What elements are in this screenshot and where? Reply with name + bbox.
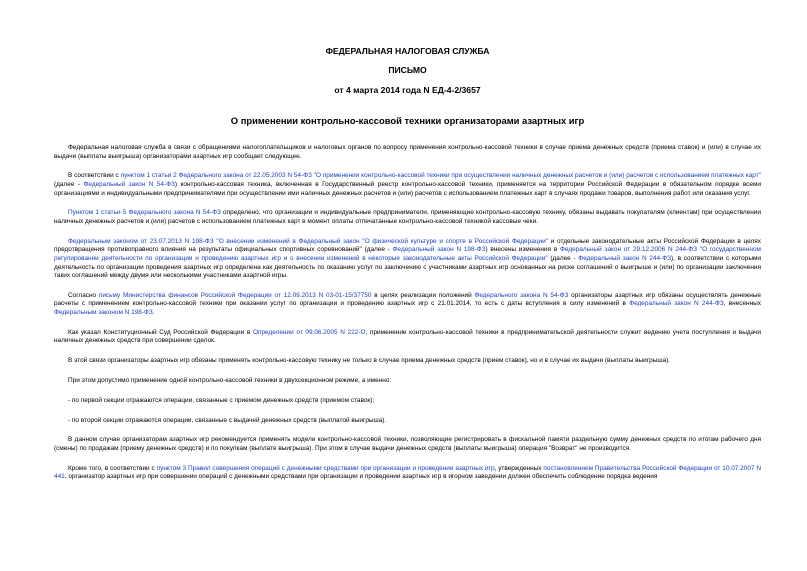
- document-subject: О применении контрольно-кассовой техники организаторами азартных игр: [230, 115, 585, 126]
- law-link-244fz[interactable]: Федеральный закон от 29.12.2006 N 244-ФЗ "О государственном регулировании деятельности по организации и проведению азартных игр и о внесении изменений в некоторые законодательные акты Российской Федерации": [54, 246, 761, 262]
- law-link-54fz[interactable]: Федеральный закон N 54-ФЗ: [83, 180, 175, 188]
- paragraph-4: Федеральным законом от 23.07.2013 N 198-ФЗ "О внесении изменений в Федеральный закон "О физической культуре и спорте в Российской Федерации" и отдельные законодательные акты Российской Федерации в целях предотвращения противоправного влияния на результаты официальных спортивных соревнований" (далее - Федеральный закон N 198-ФЗ) внесены изменения в Федеральный закон от 29.12.2006 N 244-ФЗ "О государственном регулировании деятельности по организации и проведению азартных игр и о внесении изменений в некоторые законодательные акты Российской Федерации" (далее - Федеральный закон N 244-ФЗ), в соответствии с которыми деятельность по организации проведения азартных игр определена как деятельность по оказанию услуг по заключению с участниками азартных игр основанных на риске соглашений о выигрыше и (или) по организации заключения таких соглашений между двумя или несколькими участниками азартной игры.: [54, 237, 761, 280]
- paragraph-3: Пунктом 1 статьи 5 Федерального закона N 54-ФЗ определено, что организации и индивидуальные предприниматели, применяющие контрольно-кассовую технику, обязаны выдавать покупателям (клиентам) при осуществлении наличных денежных расчетов и (или) расчетов с использованием платежных карт в момент оплаты отпечатанные контрольно-кассовой техникой кассовые чеки.: [54, 209, 761, 225]
- document-body: [54, 144, 761, 482]
- paragraph-8: При этом допустимо применение одной контрольно-кассовой техники в двухсекционном режиме, а именно:: [68, 377, 392, 384]
- document-type: ПИСЬМО: [388, 65, 427, 75]
- law-link-198fz-2[interactable]: Федеральным законом N 198-ФЗ: [54, 309, 153, 317]
- paragraph-11: В данном случае организаторам азартных игр рекомендуется применять модели контрольно-кассовой техники, позволяющие регистрировать в фискальной памяти раздельную сумму денежных средств по итогам рабочего дня (смены) по продажам (приему денежных средств) и по покупкам (выплате выигрыша). При этом в случае выдачи денежных средств (выплаты выигрыша) операция "Возврат" не производится.: [54, 436, 761, 452]
- issuer-title: ФЕДЕРАЛЬНАЯ НАЛОГОВАЯ СЛУЖБА: [325, 46, 490, 56]
- law-link-198fz[interactable]: Федеральным законом от 23.07.2013 N 198-ФЗ "О внесении изменений в Федеральный закон "О физической культуре и спорте в Российской Федерации": [68, 237, 548, 245]
- law-link-54fz-2[interactable]: Федерального закона N 54-ФЗ: [474, 291, 569, 299]
- law-link-198fz-short[interactable]: Федеральный закон N 198-ФЗ: [392, 246, 486, 254]
- paragraph-5: Согласно письму Министерства финансов Российской Федерации от 12.09.2013 N 03-01-15/37750 в целях реализации положений Федерального закона N 54-ФЗ организаторы азартных игр обязаны осуществлять денежные расчеты с применением контрольно-кассовой техники при оказании услуг по организации и проведению азартных игр с 21.01.2014, то есть с даты вступления в силу изменений в Федеральный закон N 244-ФЗ, внесенных Федеральным законом N 198-ФЗ.: [54, 291, 761, 317]
- law-link-244fz-2[interactable]: Федеральный закон N 244-ФЗ: [629, 300, 724, 308]
- paragraph-9: - по первой секции отражаются операции, связанные с приемом денежных средств (приемом ставок);: [68, 396, 375, 404]
- law-link-54fz-art5[interactable]: Пунктом 1 статьи 5 Федерального закона N 54-ФЗ: [68, 209, 221, 217]
- link-government-resolution[interactable]: постановлением Правительства Российской Федерации от 10.07.2007 N 441: [54, 464, 762, 481]
- link-minfin-letter[interactable]: письму Министерства финансов Российской Федерации от 12.09.2013 N 03-01-15/37750: [98, 291, 372, 299]
- document-date-number: от 4 марта 2014 года N ЕД-4-2/3657: [334, 85, 481, 95]
- link-rules-p3[interactable]: пунктом 3 Правил совершения операций с денежными средствами при организации и проведении азартных игр: [156, 464, 495, 472]
- paragraph-7: В этой связи организаторы азартных игр обязаны применять контрольно-кассовую технику не только в случае приема денежных средств (прием ставок), но и в случае их выдачи (выплаты выигрыша).: [68, 357, 670, 365]
- paragraph-6: Как указал Конституционный Суд Российской Федерации в Определении от 09.06.2005 N 222-О, применение контрольно-кассовой техники в предпринимательской деятельности служит ведению учета поступления и выдачи наличных денежных средств при совершении сделок.: [54, 328, 761, 345]
- link-court-ruling[interactable]: Определении от 09.06.2005 N 222-О: [252, 328, 366, 336]
- paragraph-10: - по второй секции отражаются операции, связанные с выдачей денежных средств (выплатой выигрыша).: [68, 416, 387, 424]
- paragraph-12: Кроме того, в соответствии с пунктом 3 Правил совершения операций с денежными средствами при организации и проведении азартных игр, утвержденных постановлением Правительства Российской Федерации от 10.07.2007 N 441, организатор азартных игр при совершении операций с денежными средствами при организации и проведении азартных игр в игорном заведении должен обеспечить соблюдение порядка ведения: [54, 464, 762, 481]
- law-link-54fz-art2[interactable]: пунктом 1 статьи 2 Федерального закона от 22.05.2003 N 54-ФЗ "О применении контрольно-кассовой техники при осуществлении наличных денежных расчетов и (или) расчетов с использованием платежных карт": [120, 172, 761, 180]
- paragraph-2: В соответствии с пунктом 1 статьи 2 Федерального закона от 22.05.2003 N 54-ФЗ "О применении контрольно-кассовой техники при осуществлении наличных денежных расчетов и (или) расчетов с использованием платежных карт" (далее - Федеральный закон N 54-ФЗ) контрольно-кассовая техника, включенная в Государственный реестр контрольно-кассовой техники, применяется на территории Российской Федерации в обязательном порядке всеми организациями и индивидуальными предпринимателями при осуществлении ими наличных денежных расчетов и (или) расчетов с использованием платежных карт в случаях продажи товаров, выполнения работ или оказания услуг.: [54, 172, 762, 197]
- paragraph-1: Федеральная налоговая служба в связи с обращениями налогоплательщиков и налоговых органов по вопросу применения контрольно-кассовой техники в случае приема денежных средств (приема ставок) и (или) в случае их выдачи (выплаты выигрыша) организаторами азартных игр сообщает следующее.: [54, 144, 761, 160]
- law-link-244fz-short[interactable]: Федеральный закон N 244-ФЗ: [578, 254, 671, 262]
